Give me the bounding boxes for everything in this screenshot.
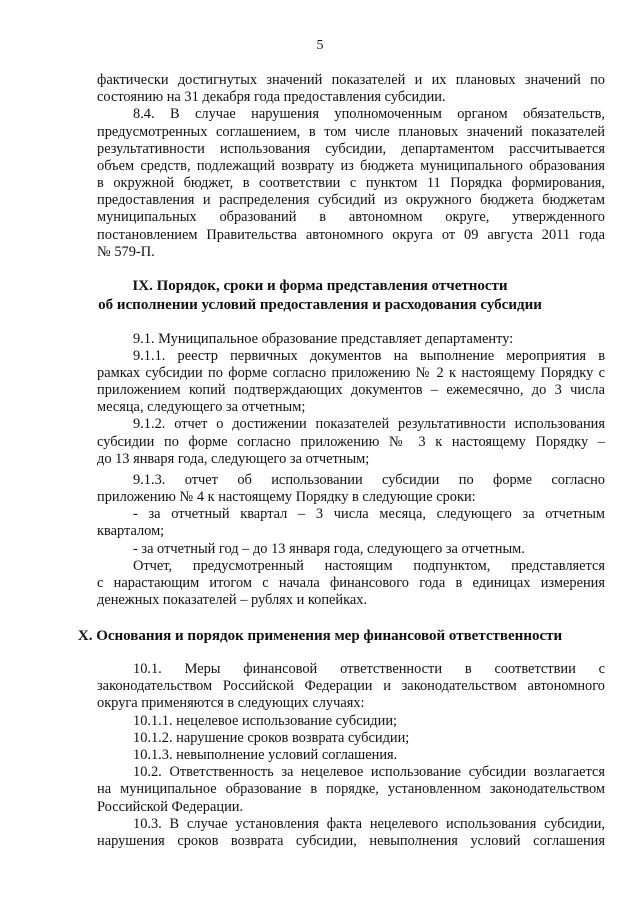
text-line: фактически достигнутых значений показателей и их плановых значений по [97,72,605,88]
text-line: муниципальных образований в автономном округе, утвержденного [97,209,605,225]
text-line: 9.1.1. реестр первичных документов на выполнение мероприятия в [133,348,605,364]
text-line: кварталом; [97,523,165,539]
text-line: 10.1.2. нарушение сроков возврата субсидии; [133,730,410,746]
text-line: денежных показателей – рублях и копейках. [97,592,368,608]
text-line: 10.1.1. нецелевое использование субсидии; [133,713,398,729]
text-line: 10.3. В случае установления факта нецелевого использования субсидии, [133,816,605,832]
text-line: 9.1. Муниципальное образование представляет департаменту: [133,331,514,347]
text-line: на муниципальное образование в порядке, установленном законодательством [97,781,605,797]
text-line: состоянию на 31 декабря года предоставления субсидии. [97,89,446,105]
text-line: рамках субсидии по форме согласно приложению № 2 к настоящему Порядку с [97,365,605,381]
text-line: 9.1.3. отчет об использовании субсидии по форме согласно [133,472,605,488]
text-line: Российской Федерации. [97,799,244,815]
section-heading: об исполнении условий предоставления и расходования субсидии [98,297,542,313]
text-line: Отчет, предусмотренный настоящим подпунктом, представляется [133,558,605,574]
text-line: в окружной бюджет, в соответствии с пунктом 11 Порядка формирования, [97,175,605,191]
text-line: округа применяются в следующих случаях: [97,695,365,711]
text-line: - за отчетный год – до 13 января года, следующего за отчетным. [133,541,525,557]
section-heading: IX. Порядок, сроки и форма представления отчетности [132,278,508,294]
text-line: приложением копий подтверждающих документов – ежемесячно, до 3 числа [97,382,605,398]
text-line: 9.1.2. отчет о достижении показателей результативности использования [133,416,605,432]
text-line: месяца, следующего за отчетным; [97,399,306,415]
text-line: 10.2. Ответственность за нецелевое использование субсидии возлагается [133,764,605,780]
text-line: постановлением Правительства автономного округа от 09 августа 2011 года [97,227,605,243]
text-line: субсидии по форме согласно приложению № 3 к настоящему Порядку – [97,434,605,450]
text-line: предусмотренных соглашением, в том числе плановых значений показателей [97,124,605,140]
text-line: № 579-П. [97,244,155,260]
text-line: 8.4. В случае нарушения уполномоченным органом обязательств, [133,106,605,122]
text-line: законодательством Российской Федерации и законодательством автономного [97,678,605,694]
text-line: с нарастающим итогом с начала финансового года в единицах измерения [97,575,605,591]
text-line: результативности использования субсидии, департаментом рассчитывается [97,141,605,157]
text-line: приложению № 4 к настоящему Порядку в следующие сроки: [97,489,476,505]
text-line: 10.1. Меры финансовой ответственности в соответствии с [133,661,605,677]
text-line: объем средств, подлежащий возврату из бюджета муниципального образования [97,158,605,174]
text-line: предоставления и распределения субсидий из окружного бюджета бюджетам [97,192,605,208]
text-line: - за отчетный квартал – 3 числа месяца, следующего за отчетным [133,506,605,522]
section-heading: X. Основания и порядок применения мер финансовой ответственности [77,628,563,644]
page-number: 5 [316,38,324,53]
text-line: до 13 января года, следующего за отчетным; [97,451,370,467]
text-line: 10.1.3. невыполнение условий соглашения. [133,747,398,763]
text-line: нарушения сроков возврата субсидии, невыполнения условий соглашения [97,833,605,849]
